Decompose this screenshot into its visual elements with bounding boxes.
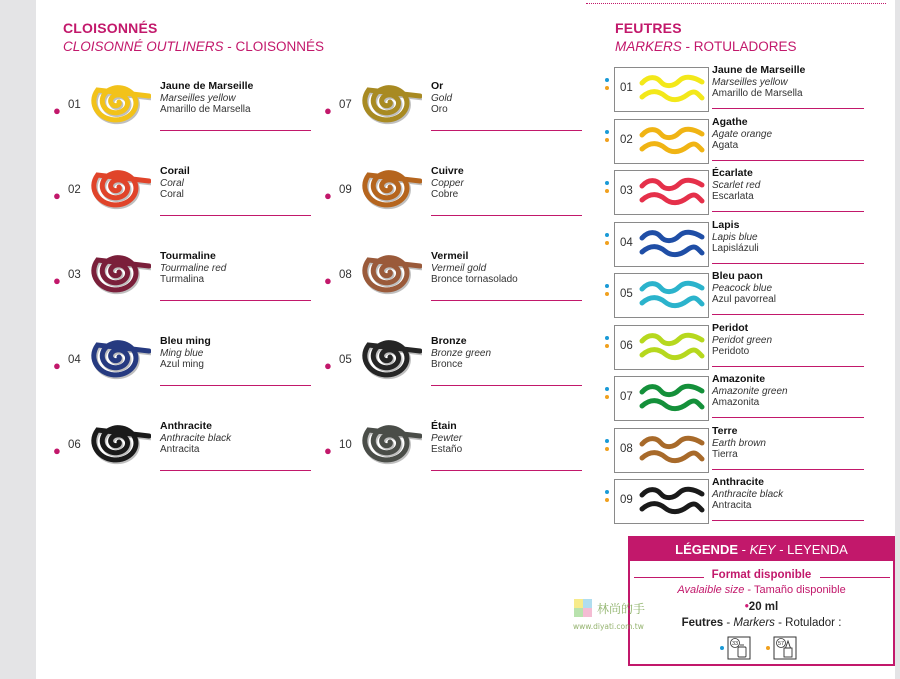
name-es: Tierra bbox=[712, 449, 738, 460]
availability-dots bbox=[605, 284, 611, 300]
spiral-swatch-icon bbox=[358, 159, 422, 215]
marker-swatch bbox=[605, 476, 870, 529]
pot-available-dot bbox=[605, 336, 609, 340]
marker-available-dot bbox=[605, 86, 609, 90]
name-fr: Bleu paon bbox=[712, 270, 763, 282]
swatch-number: 09 bbox=[339, 184, 352, 196]
availability-dots bbox=[605, 233, 611, 249]
name-en: Peacock blue bbox=[712, 282, 773, 294]
bullet-dot: ● bbox=[324, 103, 332, 118]
name-es: Oro bbox=[431, 104, 448, 115]
marker-swatch bbox=[605, 425, 870, 478]
name-en: Anthracite black bbox=[160, 432, 232, 444]
name-en: Gold bbox=[431, 92, 453, 104]
swatch-number: 03 bbox=[620, 185, 633, 197]
bullet-dot: ● bbox=[324, 358, 332, 373]
marker-sample-box bbox=[614, 479, 709, 524]
marker-stroke bbox=[642, 232, 702, 254]
name-es: Estaño bbox=[431, 444, 463, 455]
marker-stroke-icon bbox=[639, 279, 705, 313]
name-es: Azul ming bbox=[160, 359, 204, 370]
name-fr: Lapis bbox=[712, 219, 740, 231]
divider-rule bbox=[712, 366, 864, 367]
marker-stroke-icon bbox=[639, 382, 705, 416]
name-fr: Écarlate bbox=[712, 167, 753, 179]
cloisonne-swatch bbox=[53, 80, 293, 168]
pot-available-dot bbox=[605, 387, 609, 391]
marker-icon-label: 57 bbox=[777, 641, 785, 647]
name-fr: Agathe bbox=[712, 116, 748, 128]
divider-rule bbox=[712, 108, 864, 109]
name-en: Anthracite black bbox=[712, 488, 784, 500]
pot-available-dot bbox=[605, 78, 609, 82]
cloisonne-swatch bbox=[324, 250, 564, 338]
cloisonne-swatch bbox=[53, 420, 293, 508]
divider-rule bbox=[712, 160, 864, 161]
spiral-swatch-icon bbox=[87, 329, 151, 385]
marker-sample-box bbox=[614, 325, 709, 370]
marker-available-dot bbox=[605, 395, 609, 399]
marker-stroke bbox=[642, 438, 702, 460]
marker-available-dot bbox=[605, 498, 609, 502]
cloisonne-swatch bbox=[53, 165, 293, 253]
feutres-title: FEUTRES bbox=[615, 20, 682, 36]
bullet-dot: ● bbox=[324, 188, 332, 203]
cloisonne-swatch bbox=[53, 250, 293, 338]
spiral-swatch-icon bbox=[358, 414, 422, 470]
availability-dots bbox=[605, 336, 611, 352]
name-es: Agata bbox=[712, 140, 739, 151]
marker-stroke bbox=[642, 77, 702, 99]
marker-swatch bbox=[605, 270, 870, 323]
bullet-dot: ● bbox=[53, 188, 61, 203]
name-fr: Terre bbox=[712, 425, 738, 437]
name-es: Amarillo de Marsella bbox=[712, 88, 803, 99]
divider-rule bbox=[712, 469, 864, 470]
divider-rule bbox=[160, 130, 311, 131]
marker-available-dot bbox=[605, 344, 609, 348]
marker-available-dot bbox=[605, 241, 609, 245]
pot-available-dot bbox=[605, 233, 609, 237]
name-en: Vermeil gold bbox=[431, 262, 487, 274]
name-es: Antracita bbox=[712, 500, 752, 511]
spiral-swatch-icon bbox=[87, 244, 151, 300]
name-fr: Bronze bbox=[431, 335, 467, 347]
availability-dots bbox=[605, 130, 611, 146]
availability-dots bbox=[605, 490, 611, 506]
right-margin-strip bbox=[895, 0, 900, 679]
cloisonne-swatch bbox=[324, 80, 564, 168]
swatch-number: 01 bbox=[68, 99, 81, 111]
name-en: Earth brown bbox=[712, 437, 766, 449]
swatch-number: 04 bbox=[620, 237, 633, 249]
divider-rule bbox=[431, 300, 582, 301]
name-en: Marseilles yellow bbox=[712, 76, 788, 88]
name-fr: Jaune de Marseille bbox=[712, 64, 806, 76]
spiral-swatch-icon bbox=[87, 159, 151, 215]
cloisonnes-title: CLOISONNÉS bbox=[63, 20, 158, 36]
orange-dot-icon bbox=[766, 646, 770, 650]
format-icons bbox=[718, 635, 838, 661]
left-margin-strip bbox=[0, 0, 36, 679]
pot-available-dot bbox=[605, 439, 609, 443]
name-en: Ming blue bbox=[160, 347, 204, 359]
bullet-dot: ● bbox=[53, 443, 61, 458]
name-en: Copper bbox=[431, 177, 464, 189]
size-value: •20 ml bbox=[744, 601, 779, 613]
divider-rule bbox=[160, 470, 311, 471]
swatch-number: 02 bbox=[620, 134, 633, 146]
name-en: Coral bbox=[160, 177, 184, 189]
divider-rule bbox=[712, 211, 864, 212]
divider-rule bbox=[160, 215, 311, 216]
marker-swatch bbox=[605, 373, 870, 426]
marker-sample-box bbox=[614, 376, 709, 421]
pot-icon-label: 33 bbox=[731, 641, 739, 647]
pot-available-dot bbox=[605, 181, 609, 185]
name-es: Bronce tornasolado bbox=[431, 274, 518, 285]
marker-stroke-icon bbox=[639, 73, 705, 107]
name-es: Escarlata bbox=[712, 191, 754, 202]
swatch-number: 07 bbox=[620, 391, 633, 403]
cloisonnes-subtitle: CLOISONNÉ OUTLINERS - CLOISONNÉS bbox=[63, 39, 325, 54]
marker-stroke-icon bbox=[639, 485, 705, 519]
spiral-swatch-icon bbox=[358, 244, 422, 300]
marker-stroke bbox=[642, 129, 702, 151]
name-es: Antracita bbox=[160, 444, 200, 455]
spiral-swatch-icon bbox=[358, 74, 422, 130]
name-fr: Cuivre bbox=[431, 165, 464, 177]
marker-sample-box bbox=[614, 428, 709, 473]
divider-rule bbox=[431, 130, 582, 131]
cloisonne-swatch bbox=[324, 165, 564, 253]
watermark-text: 林尚的手 bbox=[597, 602, 646, 616]
marker-stroke bbox=[642, 335, 702, 357]
name-es: Turmalina bbox=[160, 274, 205, 285]
name-es: Bronce bbox=[431, 359, 463, 370]
name-fr: Or bbox=[431, 80, 444, 92]
name-fr: Amazonite bbox=[712, 373, 766, 385]
spiral-swatch-icon bbox=[87, 414, 151, 470]
marker-sample-box bbox=[614, 67, 709, 112]
marker-available-dot bbox=[605, 292, 609, 296]
name-es: Peridoto bbox=[712, 346, 750, 357]
pot-available-dot bbox=[605, 130, 609, 134]
watermark-logo bbox=[571, 596, 671, 632]
name-fr: Étain bbox=[431, 420, 457, 432]
name-en: Bronze green bbox=[431, 347, 492, 359]
marker-icon bbox=[774, 637, 796, 659]
swatch-number: 05 bbox=[339, 354, 352, 366]
name-fr: Jaune de Marseille bbox=[160, 80, 254, 92]
divider-rule bbox=[431, 470, 582, 471]
name-fr: Anthracite bbox=[160, 420, 212, 432]
marker-stroke bbox=[642, 386, 702, 408]
name-en: Scarlet red bbox=[712, 179, 761, 191]
marker-stroke bbox=[642, 283, 702, 305]
name-es: Amazonita bbox=[712, 397, 760, 408]
legend-header: LÉGENDE - KEY - LEYENDA bbox=[630, 538, 893, 561]
marker-available-dot bbox=[605, 138, 609, 142]
name-fr: Tourmaline bbox=[160, 250, 216, 262]
marker-stroke bbox=[642, 180, 702, 202]
availability-dots bbox=[605, 439, 611, 455]
swatch-number: 06 bbox=[68, 439, 81, 451]
name-es: Cobre bbox=[431, 189, 459, 200]
blue-dot-icon bbox=[720, 646, 724, 650]
swatch-number: 04 bbox=[68, 354, 81, 366]
bullet-dot: ● bbox=[53, 358, 61, 373]
availability-dots bbox=[605, 181, 611, 197]
name-en: Tourmaline red bbox=[160, 262, 227, 274]
name-fr: Vermeil bbox=[431, 250, 469, 262]
swatch-number: 03 bbox=[68, 269, 81, 281]
divider-rule bbox=[712, 417, 864, 418]
swatch-number: 08 bbox=[620, 443, 633, 455]
top-dotted-rule bbox=[586, 3, 886, 4]
bullet-dot: ● bbox=[324, 273, 332, 288]
swatch-number: 01 bbox=[620, 82, 633, 94]
format-subtitle: Avalaible size - Tamaño disponible bbox=[677, 584, 846, 596]
divider-rule bbox=[160, 385, 311, 386]
marker-available-dot bbox=[605, 447, 609, 451]
name-es: Coral bbox=[160, 189, 184, 200]
name-en: Agate orange bbox=[712, 128, 773, 140]
marker-sample-box bbox=[614, 222, 709, 267]
watermark-url: www.diyati.com.tw bbox=[573, 622, 644, 631]
spiral-swatch-icon bbox=[87, 74, 151, 130]
bullet-dot: ● bbox=[324, 443, 332, 458]
marker-stroke-icon bbox=[639, 125, 705, 159]
name-en: Pewter bbox=[431, 432, 463, 444]
name-en: Amazonite green bbox=[712, 385, 788, 397]
pot-available-dot bbox=[605, 490, 609, 494]
marker-swatch bbox=[605, 219, 870, 272]
format-label: Format disponible bbox=[711, 569, 812, 581]
swatch-number: 02 bbox=[68, 184, 81, 196]
marker-stroke bbox=[642, 489, 702, 511]
name-en: Lapis blue bbox=[712, 231, 758, 243]
name-en: Peridot green bbox=[712, 334, 773, 346]
swatch-number: 07 bbox=[339, 99, 352, 111]
marker-stroke-icon bbox=[639, 331, 705, 365]
divider-rule bbox=[712, 520, 864, 521]
divider-rule bbox=[431, 215, 582, 216]
swatch-number: 08 bbox=[339, 269, 352, 281]
cloisonne-swatch bbox=[53, 335, 293, 423]
swatch-number: 09 bbox=[620, 494, 633, 506]
marker-available-dot bbox=[605, 189, 609, 193]
pot-icon bbox=[728, 637, 750, 659]
swatch-number: 06 bbox=[620, 340, 633, 352]
name-es: Lapislázuli bbox=[712, 243, 759, 254]
marker-stroke-icon bbox=[639, 176, 705, 210]
bullet-dot: ● bbox=[53, 273, 61, 288]
name-es: Amarillo de Marsella bbox=[160, 104, 251, 115]
marker-sample-box bbox=[614, 170, 709, 215]
marker-stroke-icon bbox=[639, 434, 705, 468]
marker-swatch bbox=[605, 322, 870, 375]
name-en: Marseilles yellow bbox=[160, 92, 236, 104]
availability-dots bbox=[605, 387, 611, 403]
divider-rule bbox=[712, 314, 864, 315]
swatch-number: 05 bbox=[620, 288, 633, 300]
availability-dots bbox=[605, 78, 611, 94]
cloisonne-swatch bbox=[324, 420, 564, 508]
divider-rule bbox=[160, 300, 311, 301]
divider-rule bbox=[431, 385, 582, 386]
cloisonne-swatch bbox=[324, 335, 564, 423]
name-fr: Bleu ming bbox=[160, 335, 211, 347]
marker-swatch bbox=[605, 116, 870, 169]
bullet-dot: ● bbox=[53, 103, 61, 118]
markers-label: Feutres - Markers - Rotulador : bbox=[681, 617, 842, 629]
marker-swatch bbox=[605, 64, 870, 117]
spiral-swatch-icon bbox=[358, 329, 422, 385]
name-fr: Peridot bbox=[712, 322, 749, 334]
swatch-number: 10 bbox=[339, 439, 352, 451]
marker-sample-box bbox=[614, 119, 709, 164]
marker-stroke-icon bbox=[639, 228, 705, 262]
name-es: Azul pavorreal bbox=[712, 294, 776, 305]
marker-swatch bbox=[605, 167, 870, 220]
feutres-subtitle: MARKERS - ROTULADORES bbox=[615, 39, 797, 54]
marker-sample-box bbox=[614, 273, 709, 318]
pot-available-dot bbox=[605, 284, 609, 288]
divider-rule bbox=[712, 263, 864, 264]
name-fr: Anthracite bbox=[712, 476, 764, 488]
name-fr: Corail bbox=[160, 165, 190, 177]
